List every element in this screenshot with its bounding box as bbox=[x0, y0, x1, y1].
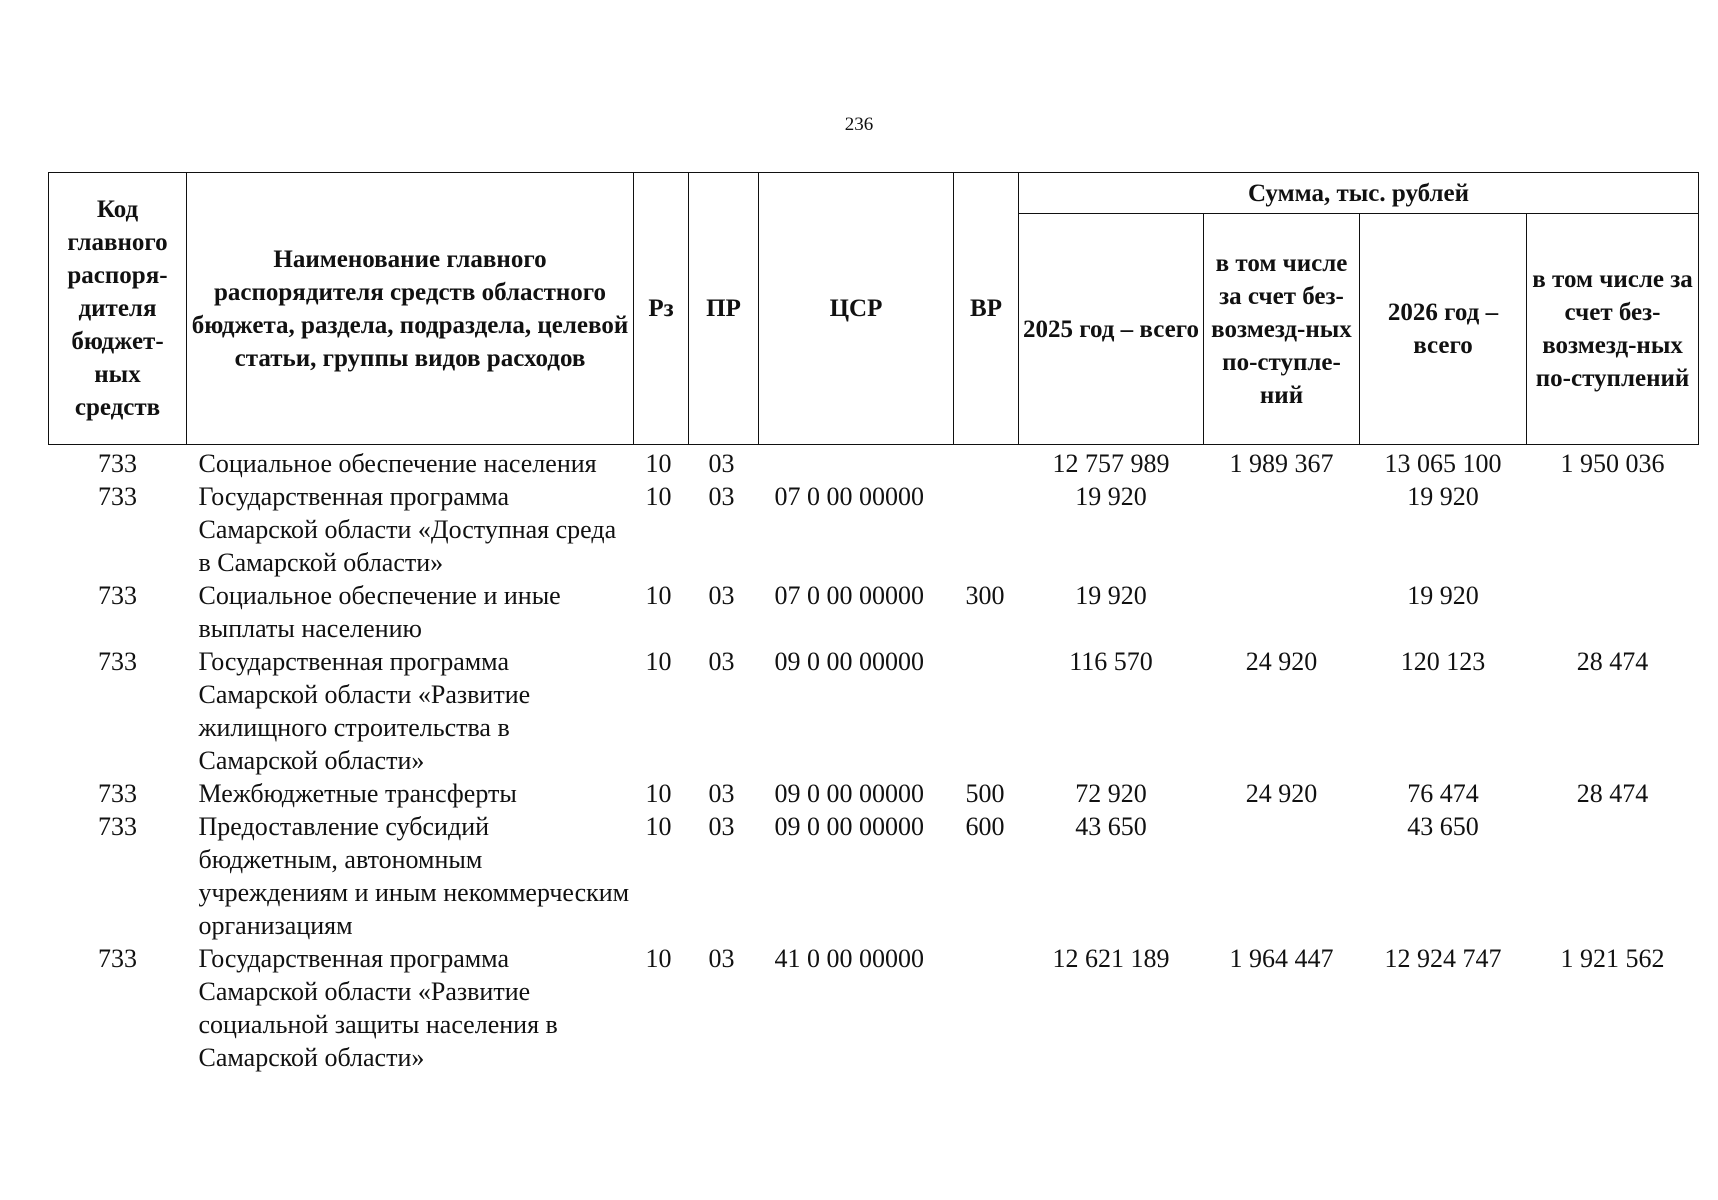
cell-rz: 10 bbox=[645, 449, 672, 478]
cell-csr: 41 0 00 00000 bbox=[774, 944, 924, 973]
cell-sum-2026: 43 650 bbox=[1407, 812, 1479, 841]
cell-rz: 10 bbox=[645, 812, 672, 841]
cell-code: 733 bbox=[98, 449, 137, 478]
header-sum-2026: 2026 год – всего bbox=[1360, 214, 1527, 445]
budget-table bbox=[48, 172, 1699, 1074]
cell-sum-2026: 19 920 bbox=[1407, 482, 1479, 511]
cell-free-2025: 1 989 367 bbox=[1229, 449, 1334, 478]
cell-rz: 10 bbox=[645, 779, 672, 808]
cell-free-2025: 1 964 447 bbox=[1229, 944, 1334, 973]
cell-csr: 09 0 00 00000 bbox=[774, 647, 924, 676]
cell-rz: 10 bbox=[645, 482, 672, 511]
cell-pr: 03 bbox=[708, 581, 735, 610]
header-code: Код главного распоря-дителя бюджет-ных средств bbox=[49, 173, 187, 445]
cell-free-2025 bbox=[1204, 480, 1360, 579]
cell-free-2026 bbox=[1527, 480, 1699, 579]
header-free-2026: в том числе за счет без-возмезд-ных по-ступлений bbox=[1527, 214, 1699, 445]
cell-rz: 10 bbox=[645, 647, 672, 676]
cell-sum-2025: 116 570 bbox=[1069, 647, 1153, 676]
table-header bbox=[49, 173, 1699, 445]
table-row bbox=[49, 445, 1699, 481]
cell-sum-2026: 19 920 bbox=[1407, 581, 1479, 610]
cell-csr: 07 0 00 00000 bbox=[774, 482, 924, 511]
header-pr: ПР bbox=[689, 173, 759, 445]
cell-sum-2026: 12 924 747 bbox=[1384, 944, 1502, 973]
cell-sum-2025: 19 920 bbox=[1075, 482, 1147, 511]
cell-vr bbox=[954, 942, 1019, 1074]
cell-csr: 09 0 00 00000 bbox=[774, 779, 924, 808]
cell-sum-2026: 76 474 bbox=[1407, 779, 1479, 808]
cell-sum-2026: 13 065 100 bbox=[1384, 449, 1502, 478]
table-body bbox=[49, 445, 1699, 1075]
cell-free-2025: 24 920 bbox=[1245, 779, 1318, 808]
header-csr: ЦСР bbox=[759, 173, 954, 445]
table-row bbox=[49, 579, 1699, 645]
header-sum-2025: 2025 год – всего bbox=[1019, 214, 1204, 445]
cell-sum-2025: 43 650 bbox=[1075, 812, 1147, 841]
cell-name: Предоставление субсидий бюджетным, автономным учреждениям и иным некоммерческим организациям bbox=[198, 812, 630, 940]
cell-csr: 07 0 00 00000 bbox=[774, 581, 924, 610]
cell-name: Государственная программа Самарской области «Доступная среда в Самарской области» bbox=[198, 482, 617, 577]
cell-sum-2025: 12 621 189 bbox=[1052, 944, 1170, 973]
header-sum-group: Сумма, тыс. рублей bbox=[1019, 173, 1699, 214]
cell-name: Государственная программа Самарской области «Развитие социальной защиты населения в Самарской области» bbox=[198, 944, 558, 1072]
cell-csr bbox=[759, 445, 954, 481]
cell-free-2026 bbox=[1527, 579, 1699, 645]
cell-vr: 500 bbox=[965, 779, 1005, 808]
cell-vr bbox=[954, 645, 1019, 777]
cell-free-2026: 28 474 bbox=[1576, 779, 1649, 808]
table-row bbox=[49, 480, 1699, 579]
cell-vr bbox=[954, 445, 1019, 481]
cell-free-2025 bbox=[1204, 579, 1360, 645]
cell-code: 733 bbox=[98, 944, 137, 973]
cell-name: Социальное обеспечение населения bbox=[198, 449, 597, 478]
cell-code: 733 bbox=[98, 581, 137, 610]
header-vr: ВР bbox=[954, 173, 1019, 445]
page-number: 236 bbox=[844, 114, 874, 135]
cell-pr: 03 bbox=[708, 482, 735, 511]
cell-code: 733 bbox=[98, 812, 137, 841]
cell-pr: 03 bbox=[708, 944, 735, 973]
cell-free-2026: 28 474 bbox=[1576, 647, 1649, 676]
cell-sum-2026: 120 123 bbox=[1400, 647, 1486, 676]
cell-free-2025: 24 920 bbox=[1245, 647, 1318, 676]
cell-rz: 10 bbox=[645, 944, 672, 973]
header-free-2025: в том числе за счет без-возмезд-ных по-ступле-ний bbox=[1204, 214, 1360, 445]
cell-free-2026 bbox=[1527, 810, 1699, 942]
cell-pr: 03 bbox=[708, 812, 735, 841]
cell-sum-2025: 72 920 bbox=[1075, 779, 1147, 808]
cell-pr: 03 bbox=[708, 449, 735, 478]
cell-vr bbox=[954, 480, 1019, 579]
cell-vr: 300 bbox=[965, 581, 1005, 610]
cell-sum-2025: 19 920 bbox=[1075, 581, 1147, 610]
cell-free-2026: 1 950 036 bbox=[1560, 449, 1665, 478]
header-rz: Рз bbox=[634, 173, 689, 445]
cell-code: 733 bbox=[98, 779, 137, 808]
table-row bbox=[49, 810, 1699, 942]
table-row bbox=[49, 777, 1699, 810]
cell-name: Социальное обеспечение и иные выплаты населению bbox=[198, 581, 561, 643]
cell-pr: 03 bbox=[708, 779, 735, 808]
cell-name: Межбюджетные трансферты bbox=[198, 779, 517, 808]
cell-free-2026: 1 921 562 bbox=[1560, 944, 1665, 973]
cell-rz: 10 bbox=[645, 581, 672, 610]
cell-name: Государственная программа Самарской области «Развитие жилищного строительства в Самарской области» bbox=[198, 647, 531, 775]
cell-free-2025 bbox=[1204, 810, 1360, 942]
cell-code: 733 bbox=[98, 647, 137, 676]
table-row bbox=[49, 645, 1699, 777]
cell-pr: 03 bbox=[708, 647, 735, 676]
table-row bbox=[49, 942, 1699, 1074]
cell-sum-2025: 12 757 989 bbox=[1052, 449, 1170, 478]
cell-code: 733 bbox=[98, 482, 137, 511]
cell-vr: 600 bbox=[965, 812, 1005, 841]
cell-csr: 09 0 00 00000 bbox=[774, 812, 924, 841]
header-name: Наименование главного распорядителя средств областного бюджета, раздела, подраздела, целевой статьи, группы видов расходов bbox=[187, 173, 634, 445]
